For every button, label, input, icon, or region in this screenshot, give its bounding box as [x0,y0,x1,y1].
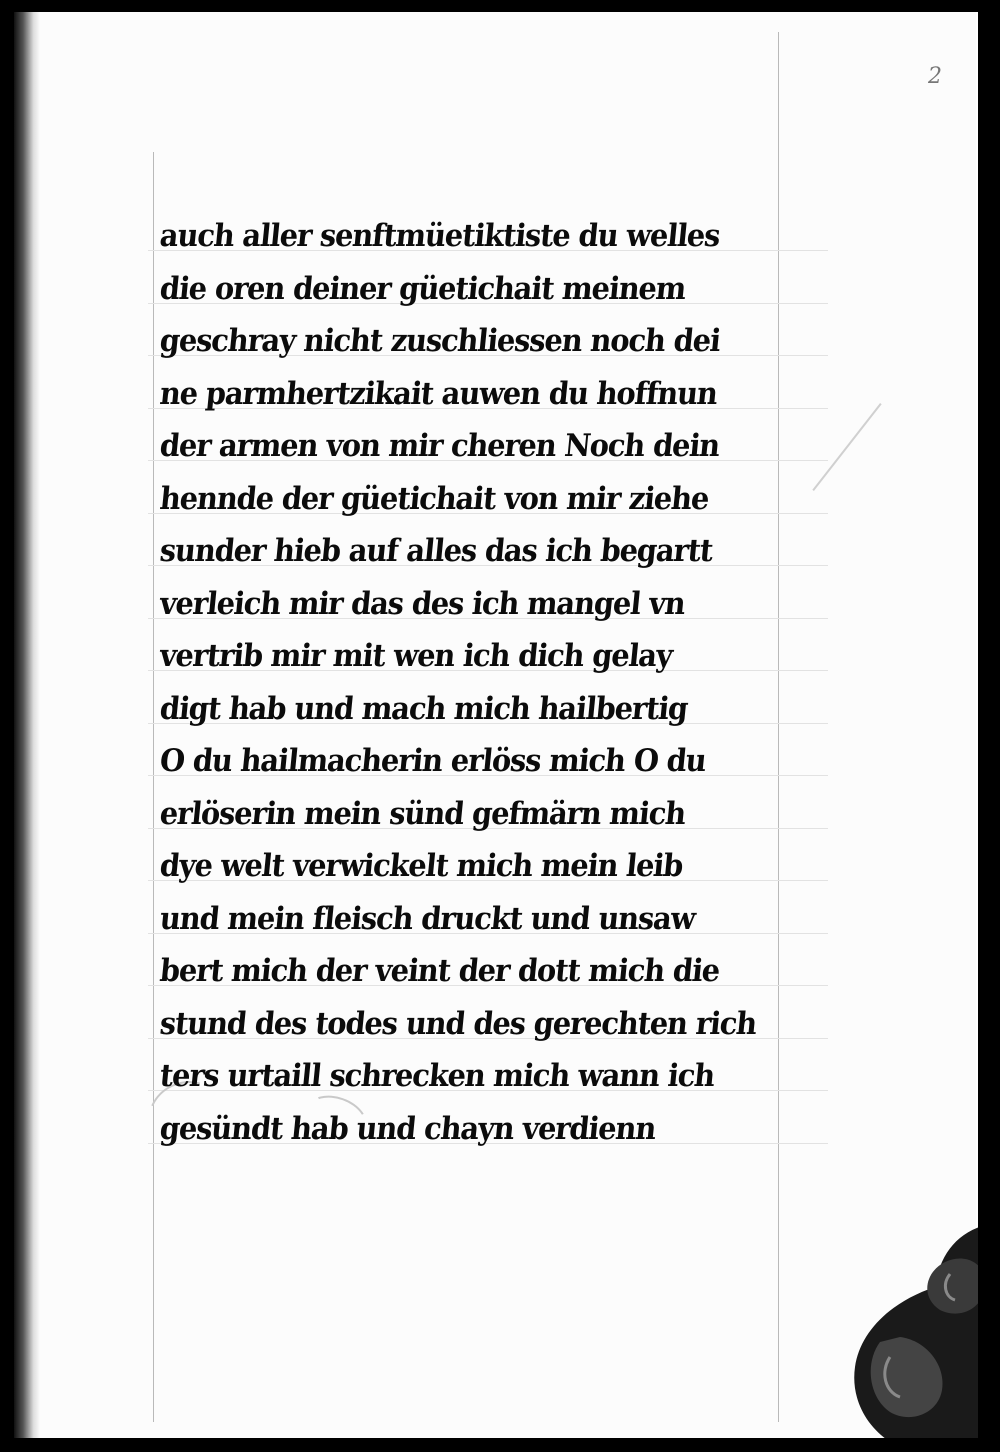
text-line: O du hailmacherin erlöss mich O du [158,743,708,779]
text-line: bert mich der veint der dott mich die [158,953,721,989]
scan-border-top [0,0,1000,12]
text-line: auch aller senftmüetiktiste du welles [158,218,722,254]
text-line: hennde der güetichait von mir ziehe [158,480,711,517]
text-line: erlöserin mein sünd gefmärn mich [158,795,687,832]
binding-gutter [14,12,40,1438]
text-line: stund des todes und des gerechten rich [158,1005,758,1042]
text-line: vertrib mir mit wen ich dich gelay [158,638,674,674]
scan-border-bottom [0,1438,1000,1452]
text-line: die oren deiner güetichait meinem [158,270,688,307]
manuscript-text [160,210,850,1155]
text-line: der armen von mir cheren Noch dein [158,428,721,464]
text-line: gesündt hab und chayn verdienn [158,1110,658,1147]
scan-border-left [0,0,14,1452]
folio-number: 2 [928,64,942,89]
thumb-holding-page [740,1192,1000,1452]
text-line: ters urtaill schrecken mich wann ich [158,1058,716,1094]
text-line: geschray nicht zuschliessen noch dei [158,323,722,359]
scan-border-right [978,0,1000,1452]
text-line: und mein fleisch druckt und unsaw [158,900,697,937]
text-line: dye welt verwickelt mich mein leib [158,848,685,884]
text-line: ne parmhertzikait auwen du hoffnun [158,375,719,412]
text-line: verleich mir das des ich mangel vn [158,585,687,622]
text-line: sunder hieb auf alles das ich begartt [158,533,714,569]
text-line: digt hab und mach mich hailbertig [158,690,689,727]
